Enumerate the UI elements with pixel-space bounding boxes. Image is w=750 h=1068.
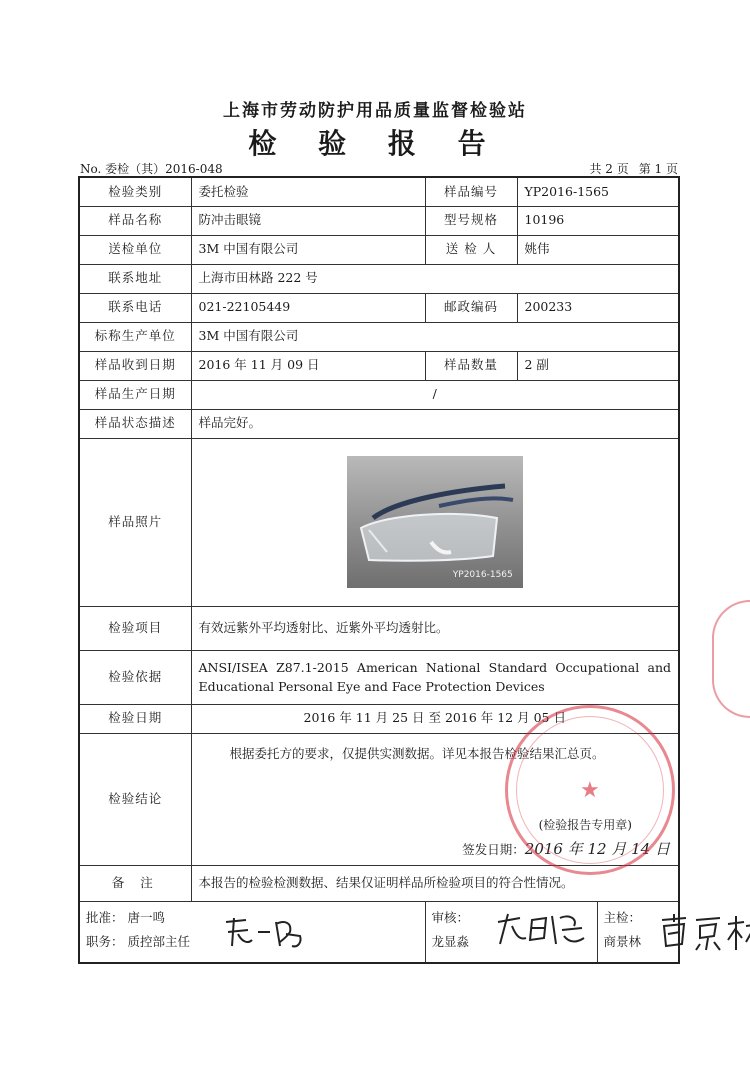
address-label: 联系地址 bbox=[79, 264, 191, 293]
sample-photo bbox=[347, 456, 523, 588]
inspector-name: 商景林 bbox=[603, 933, 642, 949]
row-phone bbox=[79, 293, 679, 322]
row-received bbox=[79, 351, 679, 380]
received-value: 2016 年 11 月 09 日 bbox=[191, 351, 425, 380]
basis-value: ANSI/ISEA Z87.1-2015 American National Standard Occupational and Educational Personal Eye and Face Protection Devices bbox=[191, 650, 679, 704]
row-sample-state bbox=[79, 409, 679, 438]
conclusion-cell bbox=[191, 733, 679, 865]
conclusion-text: 根据委托方的要求，仅提供实测数据。详见本报告检验结果汇总页。 bbox=[229, 745, 605, 761]
row-sample-name bbox=[79, 206, 679, 235]
sample-no-label: 样品编号 bbox=[425, 177, 517, 206]
reviewer-signature bbox=[490, 908, 590, 952]
received-label: 样品收到日期 bbox=[79, 351, 191, 380]
seal-star-icon: ★ bbox=[580, 778, 600, 803]
page-number: 第 1 页 bbox=[638, 162, 678, 176]
approver-label: 批准： bbox=[86, 909, 124, 925]
safety-glasses-image bbox=[347, 456, 523, 588]
category-label: 检验类别 bbox=[79, 177, 191, 206]
report-number: No. 委检（其）2016-048 bbox=[80, 162, 223, 176]
submit-person-value: 姚伟 bbox=[517, 235, 679, 264]
issue-date-label: 签发日期： bbox=[462, 841, 525, 857]
row-test-date bbox=[79, 704, 679, 733]
approver-title: 质控部主任 bbox=[127, 933, 191, 949]
quantity-label: 样品数量 bbox=[425, 351, 517, 380]
sample-no-value: YP2016-1565 bbox=[517, 177, 679, 206]
postcode-value: 200233 bbox=[517, 293, 679, 322]
photo-cell bbox=[191, 438, 679, 606]
model-label: 型号规格 bbox=[425, 206, 517, 235]
submit-person-label: 送 检 人 bbox=[425, 235, 517, 264]
row-address bbox=[79, 264, 679, 293]
seal-caption: (检验报告专用章) bbox=[538, 817, 632, 832]
address-value: 上海市田林路 222 号 bbox=[191, 264, 679, 293]
report-table bbox=[78, 176, 680, 964]
items-value: 有效远紫外平均透射比、近紫外平均透射比。 bbox=[191, 606, 679, 650]
approver-name: 唐一鸣 bbox=[127, 909, 166, 925]
row-items bbox=[79, 606, 679, 650]
row-production-date bbox=[79, 380, 679, 409]
report-title: 检 验 报 告 bbox=[248, 127, 502, 160]
approver-title-label: 职务： bbox=[86, 933, 124, 949]
reviewer-name: 龙显淼 bbox=[431, 933, 470, 949]
reviewer-cell bbox=[426, 902, 598, 962]
manufacturer-value: 3M 中国有限公司 bbox=[191, 322, 679, 351]
inspector-label: 主检： bbox=[603, 909, 642, 925]
photo-label: 样品照片 bbox=[79, 438, 191, 606]
row-signatures bbox=[79, 901, 679, 963]
production-value: / bbox=[191, 380, 679, 409]
submitter-label: 送检单位 bbox=[79, 235, 191, 264]
state-value: 样品完好。 bbox=[191, 409, 679, 438]
model-value: 10196 bbox=[517, 206, 679, 235]
inspector-signature bbox=[656, 910, 750, 954]
sample-name-value: 防冲击眼镜 bbox=[191, 206, 425, 235]
conclusion-label: 检验结论 bbox=[79, 733, 191, 865]
remark-value: 本报告的检验检测数据、结果仅证明样品所检验项目的符合性情况。 bbox=[191, 865, 679, 901]
production-label: 样品生产日期 bbox=[79, 380, 191, 409]
submitter-value: 3M 中国有限公司 bbox=[191, 235, 425, 264]
test-date-label: 检验日期 bbox=[79, 704, 191, 733]
basis-label: 检验依据 bbox=[79, 650, 191, 704]
items-label: 检验项目 bbox=[79, 606, 191, 650]
page-indicator bbox=[579, 160, 678, 177]
approver-signature bbox=[220, 912, 310, 954]
photo-caption: YP2016-1565 bbox=[452, 570, 513, 581]
category-value: 委托检验 bbox=[191, 177, 425, 206]
row-basis bbox=[79, 650, 679, 704]
issue-date-value: 2016 年 12 月 14 日 bbox=[524, 839, 670, 858]
row-category bbox=[79, 177, 679, 206]
organization-name: 上海市劳动防护用品质量监督检验站 bbox=[223, 101, 527, 121]
row-manufacturer bbox=[79, 322, 679, 351]
sample-name-label: 样品名称 bbox=[79, 206, 191, 235]
reviewer-label: 审核： bbox=[431, 909, 470, 925]
state-label: 样品状态描述 bbox=[79, 409, 191, 438]
quantity-value: 2 副 bbox=[517, 351, 679, 380]
row-photo bbox=[79, 438, 679, 606]
edge-seal bbox=[712, 600, 750, 718]
phone-label: 联系电话 bbox=[79, 293, 191, 322]
issue-date bbox=[462, 840, 670, 860]
approver-line bbox=[86, 910, 165, 926]
phone-value: 021-22105449 bbox=[191, 293, 425, 322]
approver-title-line bbox=[86, 934, 190, 950]
manufacturer-label: 标称生产单位 bbox=[79, 322, 191, 351]
row-submitter bbox=[79, 235, 679, 264]
test-date-value: 2016 年 11 月 25 日 至 2016 年 12 月 05 日 bbox=[191, 704, 679, 733]
inspector-cell bbox=[598, 902, 679, 962]
row-remark bbox=[79, 865, 679, 901]
remark-label: 备 注 bbox=[79, 865, 191, 901]
approver-cell bbox=[79, 901, 425, 963]
total-pages: 共 2 页 bbox=[589, 162, 629, 176]
row-conclusion bbox=[79, 733, 679, 865]
review-cells bbox=[425, 901, 679, 963]
postcode-label: 邮政编码 bbox=[425, 293, 517, 322]
